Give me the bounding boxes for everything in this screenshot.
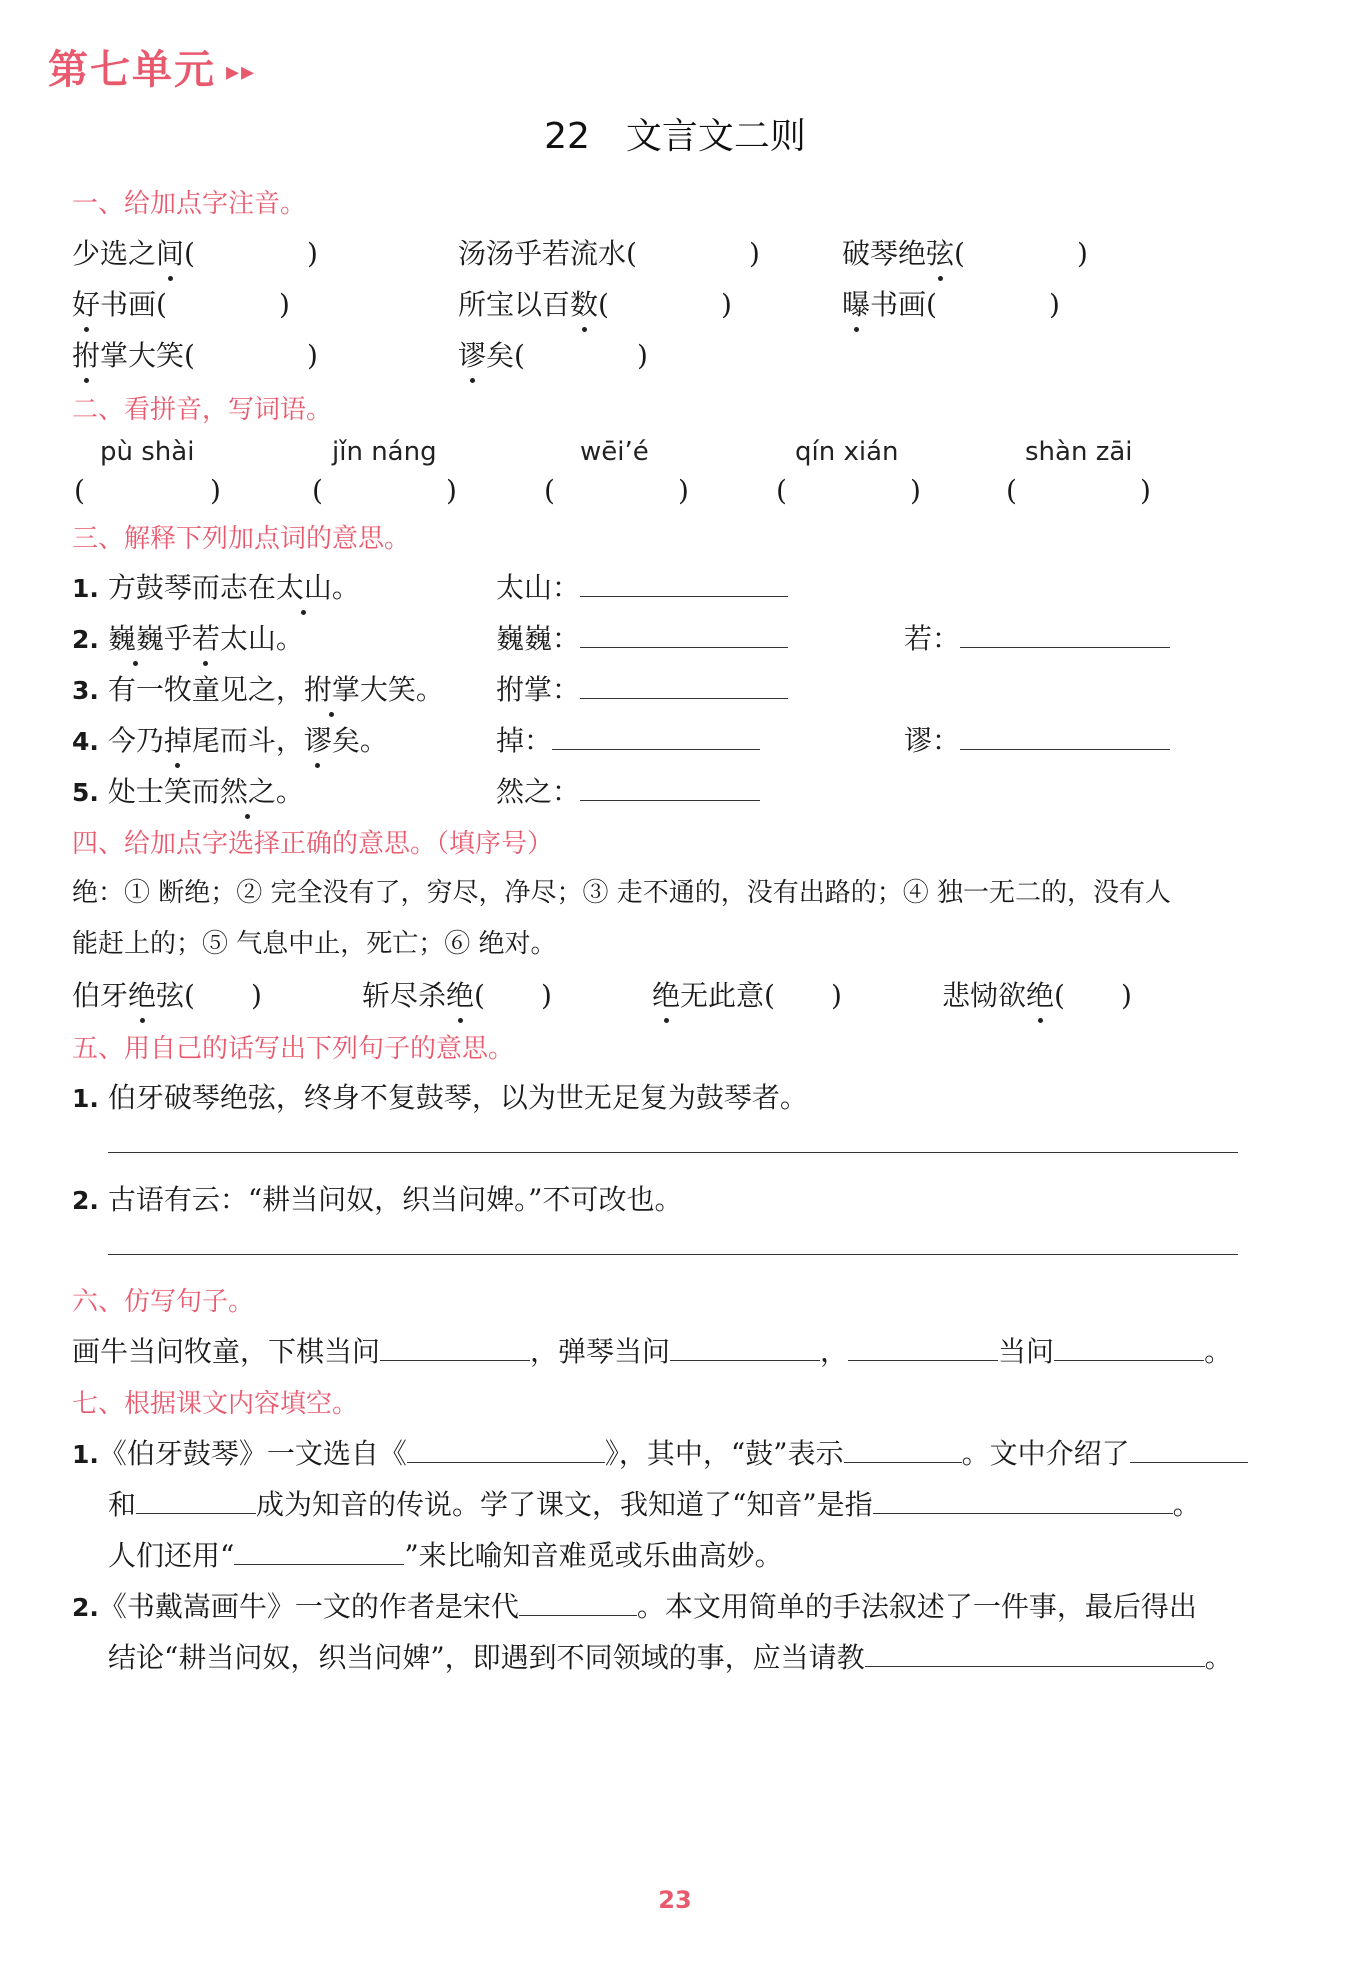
unit-title: 第七单元 [48, 47, 216, 93]
answer-blank[interactable] [848, 1338, 998, 1361]
answer-paren-close[interactable]: ) [910, 474, 921, 507]
answer-blank[interactable] [1054, 1338, 1204, 1361]
answer-paren-close[interactable]: ) [210, 474, 221, 507]
answer-paren[interactable]: ( ) [474, 979, 552, 1012]
pinyin-text: pù shài [100, 437, 195, 467]
answer-row: 巍巍： [496, 617, 788, 657]
answer-line[interactable] [108, 1152, 1238, 1153]
answer-row: 拊掌： [496, 668, 788, 708]
pinyin-text: shàn zāi [1025, 437, 1133, 467]
question-row: 2. 巍巍乎若太山。 [72, 617, 304, 657]
answer-blank[interactable] [519, 1593, 637, 1616]
question-row: 1. 伯牙破琴绝弦，终身不复鼓琴，以为世无足复为鼓琴者。 [72, 1081, 808, 1114]
fill-row: 和 成为知音的传说。学了课文，我知道了“知音”是指 。 [108, 1488, 1201, 1521]
answer-paren-open[interactable]: ( [312, 474, 323, 507]
section-2-title: 二、看拼音，写词语。 [72, 395, 333, 425]
answer-blank[interactable] [380, 1338, 530, 1361]
question-row: 4. 今乃掉尾而斗，谬矣。 [72, 719, 388, 759]
answer-paren[interactable]: ( ) [184, 979, 262, 1012]
fill-row: 2.《书戴嵩画牛》一文的作者是宋代 。本文用简单的手法叙述了一件事，最后得出 [72, 1590, 1197, 1623]
pinyin-text: wēi’é [580, 437, 649, 467]
choice-item: 伯牙绝弦( ) [72, 974, 262, 1014]
pinyin-text: qín xián [795, 437, 899, 467]
answer-blank[interactable] [580, 778, 760, 801]
fill-row: 人们还用“ ”来比喻知音难觅或乐曲高妙。 [108, 1539, 783, 1572]
answer-blank[interactable] [960, 625, 1170, 648]
choice-item: 斩尽杀绝( ) [362, 974, 552, 1014]
section-6-title: 六、仿写句子。 [72, 1287, 255, 1317]
answer-paren[interactable]: ( ) [156, 288, 290, 321]
lesson-name: 文言文二则 [625, 116, 806, 157]
fill-row: 1.《伯牙鼓琴》一文选自《 》，其中，“鼓”表示 。文中介绍了 [72, 1432, 1248, 1472]
answer-paren[interactable]: ( ) [954, 237, 1088, 270]
choice-item: 绝无此意( ) [652, 974, 842, 1014]
answer-row: 太山： [496, 566, 788, 606]
answer-paren[interactable]: ( ) [184, 237, 318, 270]
answer-paren[interactable]: ( ) [1054, 979, 1132, 1012]
pinyin-item: 谬矣( ) [458, 334, 648, 374]
answer-blank[interactable] [580, 574, 788, 597]
answer-blank[interactable] [552, 727, 760, 750]
answer-paren-open[interactable]: ( [544, 474, 555, 507]
pinyin-item: 曝书画( ) [842, 283, 1060, 323]
fill-row: 结论“耕当问奴，织当问婢”，即遇到不同领域的事，应当请教 。 [108, 1641, 1233, 1674]
definition-line: 能赶上的；⑤ 气息中止，死亡；⑥ 绝对。 [72, 929, 557, 959]
answer-blank[interactable] [407, 1440, 605, 1463]
pinyin-item: 少选之间( ) [72, 232, 318, 272]
definition-line: 绝：① 断绝；② 完全没有了，穷尽，净尽；③ 走不通的，没有出路的；④ 独一无二的，没有人 [72, 878, 1172, 908]
section-7-title: 七、根据课文内容填空。 [72, 1389, 359, 1419]
pinyin-item: 拊掌大笑( ) [72, 334, 318, 374]
answer-paren-close[interactable]: ) [1140, 474, 1151, 507]
answer-paren[interactable]: ( ) [626, 237, 760, 270]
imitation-sentence: 画牛当问牧童，下棋当问 ，弹琴当问 ， 当问 。 [72, 1335, 1233, 1368]
unit-heading [48, 38, 256, 95]
question-row: 1. 方鼓琴而志在太山。 [72, 566, 360, 606]
question-row: 5. 处士笑而然之。 [72, 770, 304, 810]
answer-paren-close[interactable]: ) [446, 474, 457, 507]
answer-paren-open[interactable]: ( [776, 474, 787, 507]
answer-row: 然之： [496, 770, 760, 810]
answer-paren-open[interactable]: ( [74, 474, 85, 507]
answer-row: 谬： [904, 719, 1170, 759]
question-row: 2. 古语有云：“耕当问奴，织当问婢。”不可改也。 [72, 1183, 683, 1216]
answer-blank[interactable] [960, 727, 1170, 750]
answer-paren[interactable]: ( ) [184, 339, 318, 372]
answer-row: 掉： [496, 719, 760, 759]
pinyin-item: 所宝以百数( ) [458, 283, 732, 323]
pinyin-item: 破琴绝弦( ) [842, 232, 1088, 272]
pinyin-item: 好书画( ) [72, 283, 290, 323]
lesson-title [0, 108, 1350, 159]
answer-blank[interactable] [873, 1491, 1173, 1514]
section-4-title: 四、给加点字选择正确的意思。（填序号） [72, 829, 554, 859]
question-row: 3. 有一牧童见之，拊掌大笑。 [72, 668, 444, 708]
answer-blank[interactable] [234, 1542, 404, 1565]
answer-row: 若： [904, 617, 1170, 657]
answer-paren-close[interactable]: ) [678, 474, 689, 507]
answer-blank[interactable] [580, 676, 788, 699]
choice-item: 悲恸欲绝( ) [942, 974, 1132, 1014]
answer-blank[interactable] [865, 1644, 1205, 1667]
answer-paren[interactable]: ( ) [926, 288, 1060, 321]
answer-line[interactable] [108, 1254, 1238, 1255]
pinyin-text: jǐn náng [332, 437, 437, 467]
page-number: 23 [658, 1886, 692, 1914]
answer-blank[interactable] [844, 1440, 962, 1463]
section-1-title: 一、给加点字注音。 [72, 189, 307, 219]
answer-blank[interactable] [580, 625, 788, 648]
section-5-title: 五、用自己的话写出下列句子的意思。 [72, 1034, 515, 1064]
answer-paren-open[interactable]: ( [1006, 474, 1017, 507]
double-arrow-icon: ▸▸ [226, 57, 257, 87]
answer-blank[interactable] [1130, 1440, 1248, 1463]
answer-blank[interactable] [136, 1491, 256, 1514]
answer-paren[interactable]: ( ) [514, 339, 648, 372]
lesson-number: 22 [544, 116, 590, 157]
pinyin-item: 汤汤乎若流水( ) [458, 237, 760, 270]
answer-paren[interactable]: ( ) [764, 979, 842, 1012]
answer-paren[interactable]: ( ) [598, 288, 732, 321]
section-3-title: 三、解释下列加点词的意思。 [72, 524, 411, 554]
answer-blank[interactable] [670, 1338, 820, 1361]
